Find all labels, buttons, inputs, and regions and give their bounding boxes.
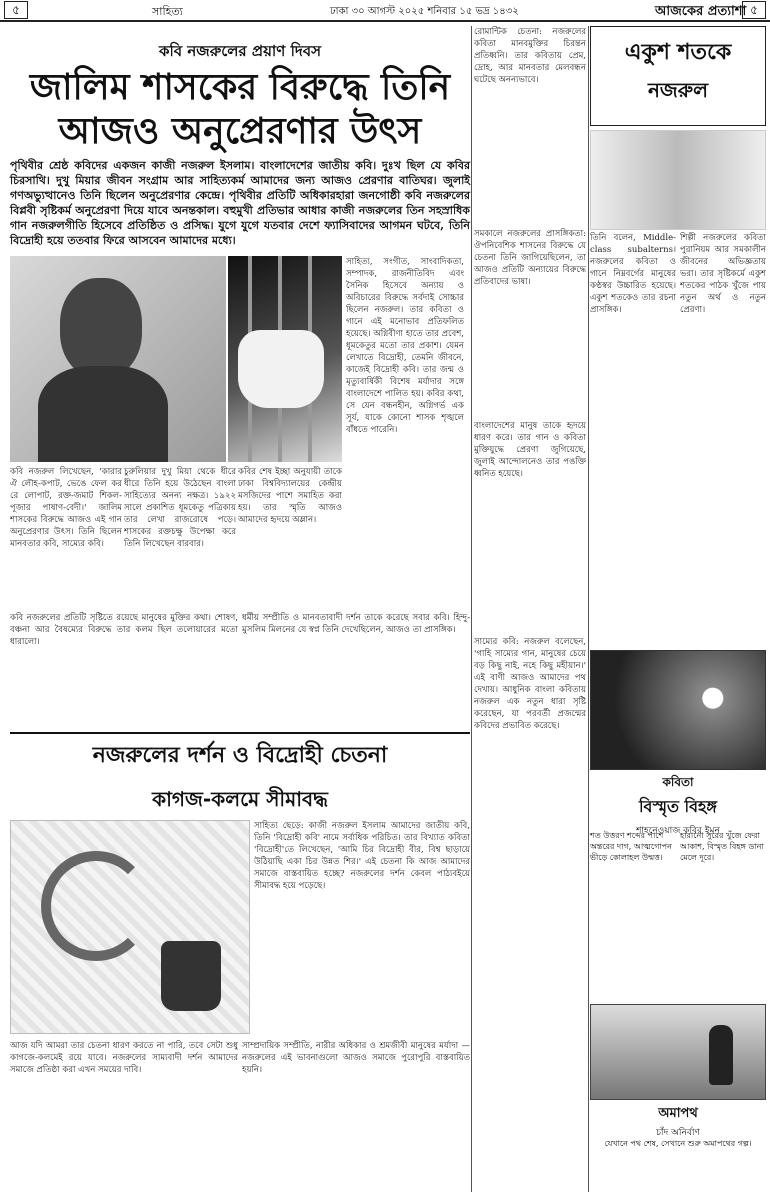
lead-column-b2: চুরুলিয়ার দুখু মিয়া থেকে ধীরে ধীরে তিনি হয়ে উঠেছেন বাংলা সাহিত্যের অনন্য নক্ষত্র। ১৯২২ সালে প্রকাশিত ধূমকেতু পত্রিকায় তার লেখা রাজরোষে পড়ে। শাসকের রক্তচক্ষু উপেক্ষা করে তিনি লিখেছেন বারবার। — [124, 467, 236, 549]
page-number-left: ৫ — [4, 1, 28, 19]
portrait-face-shape — [60, 278, 142, 378]
poem-1-author: শাহনেওয়াজ কবির ইমন — [636, 826, 720, 836]
second-headline-line-2: কাগজ-কলমে সীমাবদ্ধ — [152, 787, 328, 811]
lead-column-c2: ধর্মীয় সম্প্রীতি ও মানবতাবাদী দর্শন তাকে করেছে সবার কবি। হিন্দু-মুসলিম মিলনের যে স্বপ্ন তিনি দেখেছিলেন, আজও তা প্রাসঙ্গিক। — [242, 613, 470, 635]
column-divider — [471, 26, 472, 1192]
page-header — [0, 0, 770, 22]
rain-figure-image — [590, 1004, 766, 1100]
page-number-right: ৫ — [742, 1, 766, 19]
middle-column-f: রোমান্টিক চেতনা: নজরুলের কবিতা মানবমুক্তির চিরন্তন প্রতিধ্বনি। তার কবিতায় প্রেম, দ্রোহ, আর মানবতার মেলবন্ধন ঘটেছে অনন্যভাবে। — [474, 27, 586, 85]
lead-column-b1: কবি নজরুল লিখেছেন, 'কারার ঐ লৌহ-কপাট, ভেঙে ফেল কর রে লোপাট, রক্ত-জমাট শিকল-পূজার পাষাণ-বেদী।' জালিম শাসকের বিরুদ্ধে আজও এই গান অনুপ্রেরণার উৎস। তিনি ছিলেন মানবতার কবি, সাম্যের কবি। — [10, 467, 122, 549]
middle-column-h: বাংলাদেশের মানুষ তাকে হৃদয়ে ধারণ করে। তার গান ও কবিতা মুক্তিযুদ্ধে প্রেরণা জুগিয়েছে, জুলাই আন্দোলনেও তার পঙক্তি ধ্বনিত হয়েছে। — [474, 421, 586, 479]
column-divider — [588, 26, 589, 1192]
poem-2-title: অমাপথ — [658, 1106, 698, 1121]
lead-intro: পৃথিবীর শ্রেষ্ঠ কবিদের একজন কাজী নজরুল ইসলাম। বাংলাদেশের জাতীয় কবি। দুঃখ ছিল যে কবির চিরসাথি। দুখু মিয়ার জীবন সংগ্রাম আর সাহিত্যকর্ম আমাদের জন্য আজও প্রেরণার বাতিঘর। জুলাই গণঅভ্যুত্থানেও তিনি ছিলেন অনুপ্রেরণার কেন্দ্রে। পৃথিবীর প্রতিটি অধিকারহারা জনগোষ্ঠী কবি নজরুলের বিপ্লবী সৃষ্টিকর্ম অনুপ্রেরণা দিয়ে যাবে অনন্তকাল। বহুমুখী প্রতিভার আধার কাজী নজরুলের তিন সহস্রাধিক গান নজরুলগীতি হিসেবে প্রতিষ্ঠিত ও প্রসিদ্ধ। যুগে যুগে যতবার দেশে ফ্যাসিবাদের আগমন ঘটবে, তিনি বিদ্রোহী হয়ে ততবার ফিরে আসবেন আমাদের মধ্যে। — [10, 159, 470, 247]
nazrul-portrait-image — [10, 256, 226, 462]
swirl-shape — [41, 851, 151, 961]
middle-column-i: সাম্যের কবি: নজরুল বলেছেন, 'গাহি সাম্যের গান, মানুষের চেয়ে বড় কিছু নাই, নহে কিছু মহীয়ান।' এই বাণী আজও আমাদের পথ দেখায়। আধুনিক বাংলা কবিতায় নজরুল এক নতুন ধারা সৃষ্টি করেছেন, যা পরবর্তী প্রজন্মের কবিদের প্রভাবিত করেছে। — [474, 637, 586, 731]
poem-1-title: বিস্মৃত বিহঙ্গ — [638, 797, 718, 816]
poem-1-header — [590, 774, 766, 838]
issue-date: ঢাকা ৩০ আগস্ট ২০২৫ শনিবার ১৫ ভদ্র ১৪৩২ — [330, 6, 519, 17]
second-column-d: সাহিত্য ছেড়ে: কাজী নজরুল ইসলাম আমাদের জাতীয় কবি, তিনি 'বিদ্রোহী কবি' নামে সর্বাধিক পরিচিত। তার বিখ্যাত কবিতা 'বিদ্রোহী'তে লিখেছেন, 'আমি চির বিদ্রোহী বীর, বিশ্ব ছাড়ায়ে উঠিয়াছি একা চির উন্নত শির।' এই চেতনা কি আজ আমাদের সমাজে বাস্তবায়িত হচ্ছে? নজরুলের দর্শন কেবল পাঠ্যবইয়ে সীমাবদ্ধ হয়ে পড়েছে। — [254, 821, 470, 891]
moon-night-image — [590, 650, 766, 770]
lead-headline-line-2: আজও অনুপ্রেরণার উৎস — [58, 111, 422, 152]
second-column-e1: আজ যদি আমরা তার চেতনা ধারণ করতে না পারি, তবে সেটা শুধু কাগজে-কলমেই রয়ে যাবে। নজরুলের সাম্যবাদী দর্শন আমাদের সমাজে প্রতিষ্ঠা করা এখন সময়ের দাবি। — [10, 1041, 238, 1075]
sidebar-title-box — [590, 26, 766, 126]
poem-section-label: কবিতা — [662, 775, 694, 789]
sidebar-sketch-image — [590, 130, 766, 230]
lead-column-c1: কবি নজরুলের প্রতিটি সৃষ্টিতে রয়েছে মানুষের মুক্তির কথা। শোষণ, বঞ্চনা আর বৈষম্যের বিরুদ্ধে তার কলম ছিল তলোয়ারের মতো ধারালো। — [10, 613, 238, 647]
inkpot-icon — [161, 941, 221, 1011]
portrait-body-shape — [38, 366, 168, 462]
poem-2-body: যেখানে পথ শেষ, সেখানে শুরু অমাপথের গল্প। — [604, 1139, 752, 1148]
poem-1-stanza-left: শত উত্তরণ শব্দের পাশে অন্তরের দাগ, আত্মগোপন ভীড়ে কোলাহল উন্মত্ত। — [590, 831, 672, 862]
sidebar-title-line-1: একুশ শতকে — [624, 40, 732, 65]
raised-fist-image — [228, 256, 342, 462]
second-column-e2: সাম্প্রদায়িক সম্প্রীতি, নারীর অধিকার ও শ্রমজীবী মানুষের মর্যাদা — নজরুলের এই ভাবনাগুলো আজও সমাজে পুরোপুরি বাস্তবায়িত হয়নি। — [242, 1041, 470, 1075]
middle-column-g: সমকালে নজরুলের প্রাসঙ্গিকতা: ঔপনিবেশিক শাসনের বিরুদ্ধে যে চেতনা তিনি জাগিয়েছিলেন, তা আজও প্রতিটি অন্যায়ের বিরুদ্ধে প্রতিবাদের ভাষা। — [474, 229, 586, 287]
pen-illustration-image — [10, 820, 250, 1034]
lead-column-b3: কবির শেষ ইচ্ছা অনুযায়ী তাকে ঢাকা বিশ্ববিদ্যালয়ের কেন্দ্রীয় মসজিদের পাশে সমাহিত করা হয়। তার স্মৃতি আজও আমাদের হৃদয়ে অম্লান। — [238, 467, 342, 525]
lead-kicker: কবি নজরুলের প্রয়াণ দিবস — [158, 42, 322, 60]
lead-column-a: সাহিত্য, সংগীত, সাংবাদিকতা, সম্পাদক, রাজনীতিবিদ এবং সৈনিক হিসেবে অন্যায় ও অবিচারের বিরুদ্ধে সর্বদাই সোচ্চার ছিলেন নজরুল। তার কবিতা ও গানে এই মনোভাব প্রতিফলিত হয়েছে। অগ্নিবীণা হাতে তার প্রবেশ, ধূমকেতুর মতো তার প্রকাশ। যেমন লেখাতে বিদ্রোহী, তেমনি জীবনে, কাজেই বিদ্রোহী কবি। তার জন্ম ও মৃত্যুবার্ষিকী বিশেষ মর্যাদার সঙ্গে বাংলাদেশে পালিত হয়। কবির কথা, সে যেন বন্ধনহীন, অগ্নিগর্ভ এক সূর্য, যাকে কোনো শাসক শৃঙ্খলে বাঁধতে পারেনি। — [346, 257, 464, 435]
sidebar-title-line-2: নজরুল — [647, 78, 709, 102]
poem-2-author: চাঁদ অনির্বাণ — [656, 1128, 700, 1138]
second-headline-line-1: নজরুলের দর্শন ও বিদ্রোহী চেতনা — [92, 743, 388, 768]
fist-icon — [238, 330, 324, 408]
poem-1-stanza-right: হারানো সুরের খুঁজে ফেরা আকাশ, বিস্মৃত বিহঙ্গ ডানা মেলে দূরে। — [680, 831, 764, 862]
poem-2-header — [590, 1104, 766, 1140]
section-label: সাহিত্য — [152, 5, 183, 18]
second-story-header — [10, 732, 470, 812]
lead-headline-line-1: জালিম শাসকের বিরুদ্ধে তিনি — [29, 67, 451, 108]
sidebar-column-j: তিনি বলেন, Middle-class subalterns। নজরুলের কবিতা ও গানে নিম্নবর্গের মানুষের কণ্ঠস্বর উচ্চারিত হয়েছে। একুশ শতকেও তার রচনা প্রাসঙ্গিক। — [590, 233, 676, 315]
newspaper-brand: আজকের প্রত্যাশা — [655, 4, 747, 19]
figure-silhouette-icon — [709, 1025, 733, 1085]
sidebar-column-k: শিল্পী নজরুলের কবিতা পুরানিয়ম আর সমকালীন জীবনের অভিজ্ঞতায় ভরা। তার সৃষ্টিকর্মে একুশ শতকের পাঠক খুঁজে পায় নতুন অর্থ ও নতুন প্রেরণা। — [680, 233, 766, 315]
